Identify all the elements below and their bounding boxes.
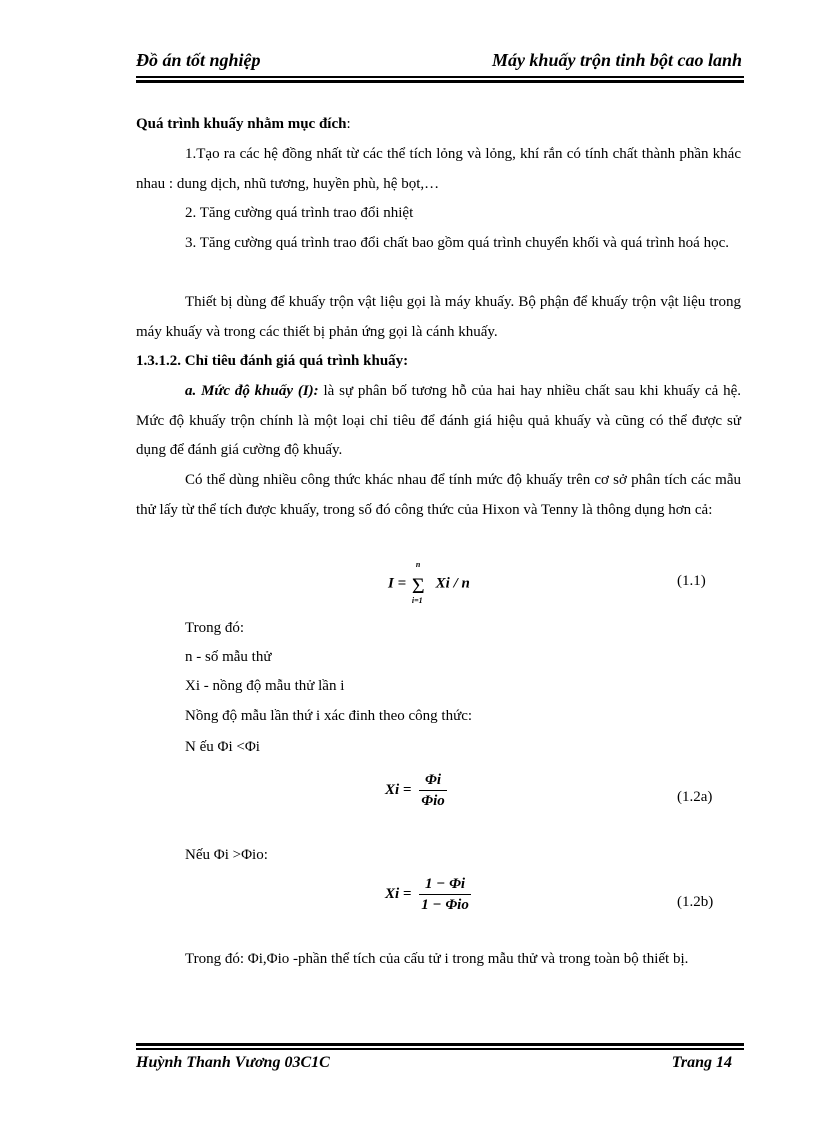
paragraph-mixer-definition: Thiết bị dùng để khuấy trộn vật liệu gọi là máy khuấy. Bộ phận để khuấy trộn vật liệu trong máy khuấy và trong các thiết bị phản ứng gọi là cánh khuấy. bbox=[136, 294, 741, 340]
footer-rule-thin bbox=[136, 1048, 744, 1050]
eq2b-denominator: 1 − Φio bbox=[421, 897, 469, 913]
eq2a-numerator: Φi bbox=[419, 770, 447, 791]
eq2b-fraction bbox=[419, 874, 471, 915]
condition-b: Nếu Φi >Φio: bbox=[185, 847, 268, 863]
footer-rule-thick bbox=[136, 1043, 744, 1046]
purpose-heading bbox=[136, 110, 741, 140]
condition-a: N ếu Φi <Φi bbox=[185, 739, 260, 755]
definition-n: n - số mẫu thử bbox=[185, 649, 272, 665]
paragraph-purpose-1: 1.Tạo ra các hệ đồng nhất từ các thể tích lỏng và lỏng, khí rắn có tính chất thành phần khác nhau : dung dịch, nhũ tương, huyền phù, hệ bọt,… bbox=[136, 146, 741, 192]
mixing-degree-text: là sự phân bố tương hỗ của hai hay nhiều chất sau khi khuấy cả hệ. Mức độ khuấy trộn chính là một loại chỉ tiêu để đánh giá hiệu quả khuấy và cũng có thể được sử dụng để đánh giá cường độ khuấy. bbox=[136, 383, 741, 458]
equation-number-1-2b: (1.2b) bbox=[677, 894, 714, 910]
paragraph-purpose-2: 2. Tăng cường quá trình trao đổi nhiệt bbox=[185, 205, 414, 221]
paragraph-formulas-intro: Có thể dùng nhiều công thức khác nhau để tính mức độ khuấy trên cơ sở phân tích các mẫu thử lấy từ thể tích được khuấy, trong số đó công thức của Hixon và Tenny là thông dụng hơn cả: bbox=[136, 472, 741, 518]
sum-lower-limit: i=1 bbox=[411, 596, 423, 605]
definition-xi: Xi - nồng độ mẫu thử lần i bbox=[185, 678, 345, 694]
eq1-rhs: Xi / n bbox=[435, 575, 470, 592]
equation-1-2a bbox=[385, 770, 447, 811]
equation-1-1 bbox=[388, 560, 470, 605]
equation-number-1-2a: (1.2a) bbox=[677, 789, 713, 805]
eq2b-numerator: 1 − Φi bbox=[419, 874, 471, 895]
eq2a-denominator: Φio bbox=[421, 793, 445, 809]
page-header bbox=[136, 50, 742, 74]
eq2a-fraction bbox=[419, 770, 447, 811]
definition-concentration: Nồng độ mẫu lần thứ i xác đinh theo công thức: bbox=[185, 708, 473, 724]
header-rule-thick bbox=[136, 80, 744, 83]
where-label: Trong đó: bbox=[185, 620, 245, 636]
mixing-degree-term: a. Mức độ khuấy (I): bbox=[185, 383, 319, 399]
sum-upper-limit: n bbox=[415, 560, 421, 569]
paragraph-volume-fraction: Trong đó: Φi,Φio -phần thể tích của cấu tử i trong mẫu thử và trong toàn bộ thiết bị. bbox=[185, 951, 689, 967]
header-right-title: Máy khuấy trộn tinh bột cao lanh bbox=[491, 50, 742, 70]
paragraph-purpose-3: 3. Tăng cường quá trình trao đổi chất bao gồm quá trình chuyển khối và quá trình hoá học. bbox=[185, 235, 729, 251]
eq2a-lhs: Xi = bbox=[385, 781, 412, 798]
header-left-title: Đồ án tốt nghiệp bbox=[136, 50, 261, 70]
eq1-lhs: I = bbox=[388, 575, 407, 592]
page-footer bbox=[136, 1054, 732, 1076]
purpose-heading-text: Quá trình khuấy nhằm mục đích bbox=[136, 116, 347, 132]
summation-symbol: Σ n i=1 bbox=[411, 560, 425, 605]
eq2b-lhs: Xi = bbox=[385, 885, 412, 902]
footer-author: Huỳnh Thanh Vương 03C1C bbox=[136, 1054, 330, 1071]
purpose-heading-colon: : bbox=[346, 116, 351, 132]
equation-1-2b bbox=[385, 874, 471, 915]
equation-number-1-1: (1.1) bbox=[677, 573, 706, 589]
footer-page-number: Trang 14 bbox=[671, 1054, 732, 1071]
header-rule-thin bbox=[136, 76, 744, 78]
paragraph-mixing-degree bbox=[136, 377, 741, 466]
section-heading: 1.3.1.2. Chỉ tiêu đánh giá quá trình khuấy: bbox=[136, 353, 409, 369]
